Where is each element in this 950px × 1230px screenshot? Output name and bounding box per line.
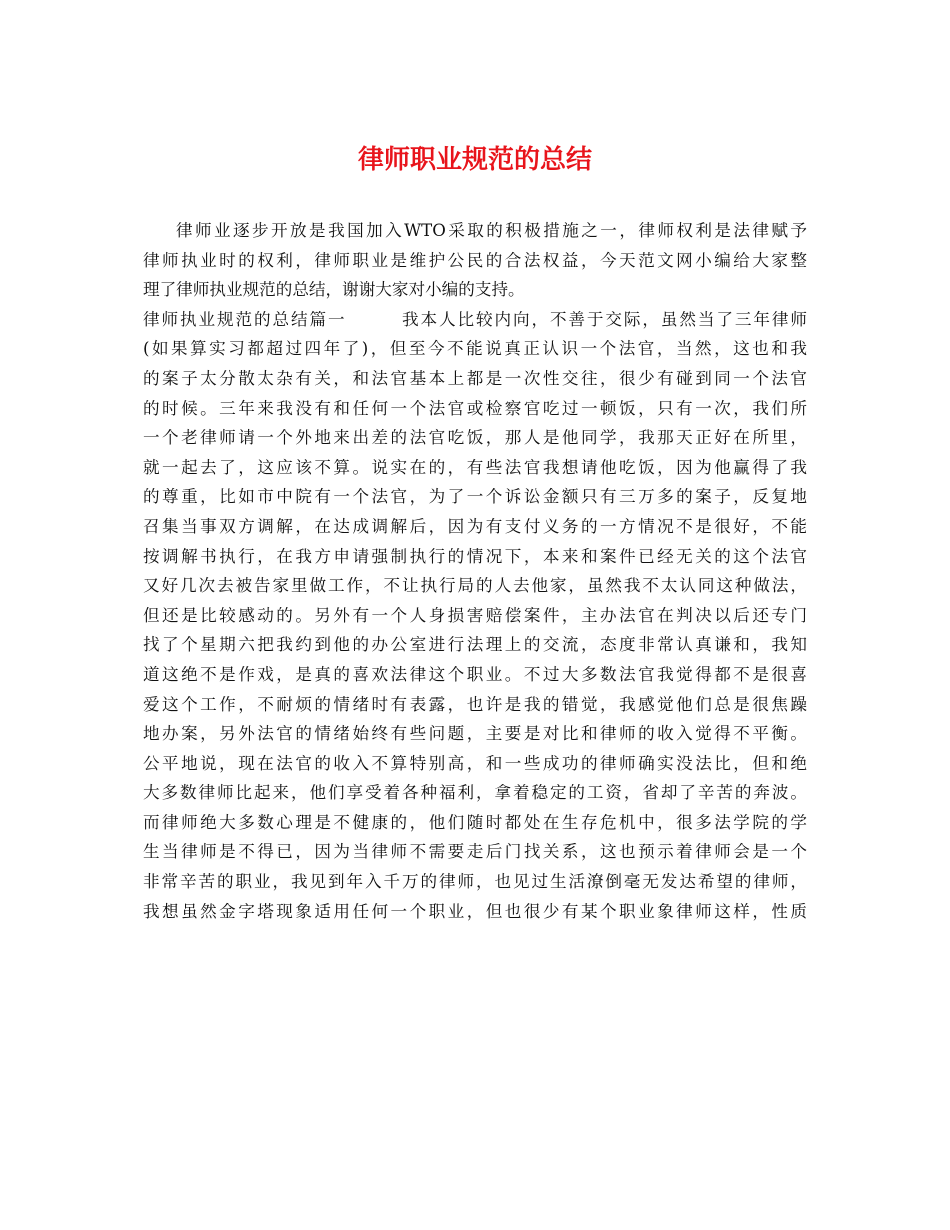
- paragraph-line: 律师执业时的权利，律师职业是维护公民的合法权益，今天范文网小编给大家整: [143, 250, 807, 270]
- paragraph-line: (如果算实习都超过四年了)，但至今不能说真正认识一个法官，当然，这也和我: [143, 339, 807, 359]
- paragraph-line: 律师执业规范的总结篇一 我本人比较内向，不善于交际，虽然当了三年律师: [143, 309, 807, 329]
- paragraph-line: 公平地说，现在法官的收入不算特别高，和一些成功的律师确实没法比，但和绝: [143, 753, 807, 773]
- paragraph-line: 召集当事双方调解，在达成调解后，因为有支付义务的一方情况不是很好，不能: [143, 516, 807, 536]
- paragraph-line: 理了律师执业规范的总结，谢谢大家对小编的支持。: [143, 280, 525, 300]
- paragraph-line: 律师业逐步开放是我国加入WTO采取的积极措施之一，律师权利是法律赋予: [176, 221, 807, 240]
- paragraph-line: 又好几次去被告家里做工作，不让执行局的人去他家，虽然我不太认同这种做法，: [143, 576, 807, 596]
- paragraph-line: 的时候。三年来我没有和任何一个法官或检察官吃过一顿饭，只有一次，我们所: [143, 398, 807, 418]
- document-body: [143, 216, 807, 926]
- paragraph-line: 而律师绝大多数心理是不健康的，他们随时都处在生存危机中，很多法学院的学: [143, 812, 807, 832]
- paragraph-line: 地办案，另外法官的情绪始终有些问题，主要是对比和律师的收入觉得不平衡。: [143, 724, 807, 744]
- paragraph-line: 的案子太分散太杂有关，和法官基本上都是一次性交往，很少有碰到同一个法官: [143, 368, 807, 388]
- paragraph-line: 爱这个工作，不耐烦的情绪时有表露，也许是我的错觉，我感觉他们总是很焦躁: [143, 694, 807, 714]
- paragraph-line: 但还是比较感动的。另外有一个人身损害赔偿案件，主办法官在判决以后还专门: [143, 605, 807, 625]
- paragraph-line: 道这绝不是作戏，是真的喜欢法律这个职业。不过大多数法官我觉得都不是很喜: [143, 664, 807, 684]
- paragraph-line: 找了个星期六把我约到他的办公室进行法理上的交流，态度非常认真谦和，我知: [143, 635, 807, 655]
- paragraph-line: 生当律师是不得已，因为当律师不需要走后门找关系，这也预示着律师会是一个: [143, 842, 807, 862]
- document-title: 律师职业规范的总结: [357, 145, 592, 175]
- paragraph-line: 就一起去了，这应该不算。说实在的，有些法官我想请他吃饭，因为他赢得了我: [143, 457, 807, 477]
- paragraph-line: 按调解书执行，在我方申请强制执行的情况下，本来和案件已经无关的这个法官: [143, 546, 807, 566]
- paragraph-line: 非常辛苦的职业，我见到年入千万的律师，也见过生活潦倒毫无发达希望的律师，: [143, 872, 807, 892]
- paragraph-line: 的尊重，比如市中院有一个法官，为了一个诉讼金额只有三万多的案子，反复地: [143, 487, 807, 507]
- paragraph-line: 我想虽然金字塔现象适用任何一个职业，但也很少有某个职业象律师这样，性质: [143, 901, 807, 921]
- paragraph-line: 一个老律师请一个外地来出差的法官吃饭，那人是他同学，我那天正好在所里，: [143, 428, 807, 448]
- paragraph-line: 大多数律师比起来，他们享受着各种福利，拿着稳定的工资，省却了辛苦的奔波。: [143, 783, 807, 803]
